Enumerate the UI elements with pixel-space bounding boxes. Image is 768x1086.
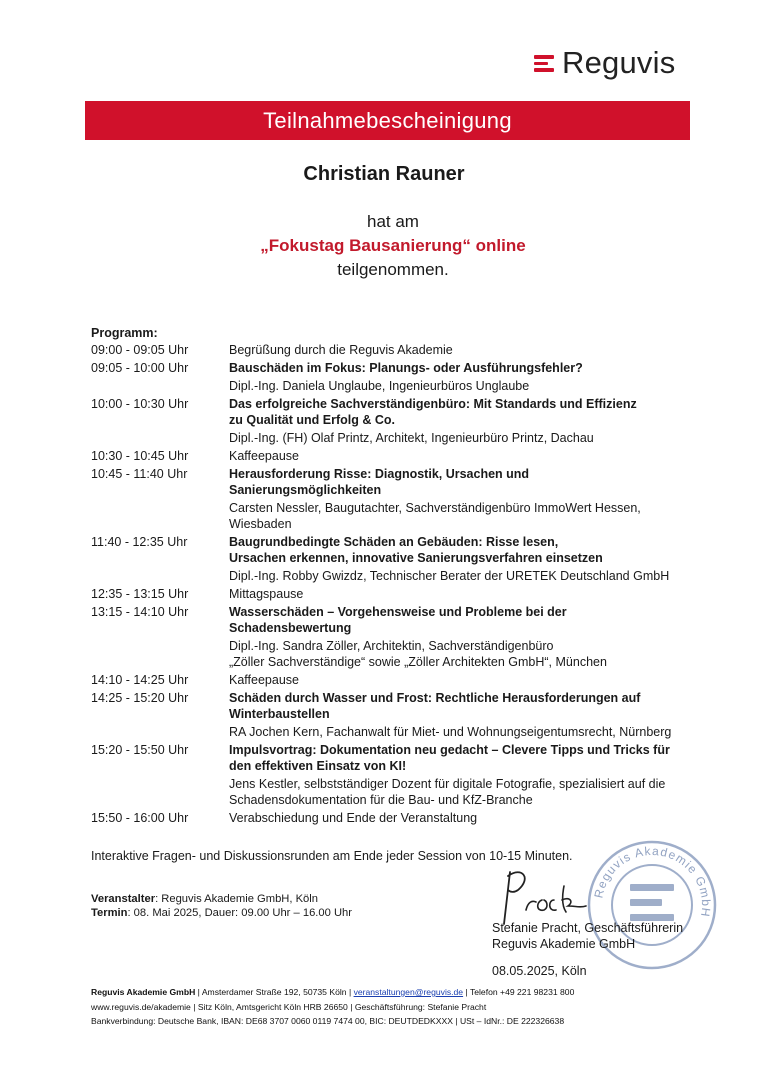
session-speaker: Dipl.-Ing. Robby Gwizdz, Technischer Berater der URETEK Deutschland GmbH	[229, 569, 670, 583]
signatory	[492, 920, 683, 952]
program-row	[91, 810, 711, 826]
session-title: Bauschäden im Fokus: Planungs- oder Ausführungsfehler?	[229, 361, 583, 375]
session-title: Herausforderung Risse: Diagnostik, Ursachen und Sanierungsmöglichkeiten	[229, 467, 530, 497]
footer-phone: | Telefon +49 221 98231 800	[463, 987, 575, 997]
program-time: 09:05 - 10:00 Uhr	[91, 361, 189, 375]
footer-company: Reguvis Akademie GmbH	[91, 987, 196, 997]
organizer-value: : Reguvis Akademie GmbH, Köln	[155, 893, 318, 905]
program-time: 10:45 - 11:40 Uhr	[91, 467, 188, 481]
program-time: 10:00 - 10:30 Uhr	[91, 397, 189, 411]
event-title: „Fokustag Bausanierung“ online	[260, 236, 526, 255]
stamp-logo-icon	[630, 884, 674, 921]
session-label: Verabschiedung und Ende der Veranstaltung	[229, 811, 478, 825]
program-row	[91, 342, 711, 358]
program-row	[91, 742, 711, 808]
organizer-label: Veranstalter	[91, 893, 156, 905]
program-content	[229, 586, 711, 602]
footer-email-link[interactable]: veranstaltungen@reguvis.de	[353, 987, 464, 997]
date-value: : 08. Mai 2025, Dauer: 09.00 Uhr – 16.00 Uhr	[127, 907, 352, 919]
signatory-name: Stefanie Pracht, Geschäftsführerin	[492, 921, 684, 935]
program-time: 14:10 - 14:25 Uhr	[91, 673, 189, 687]
program-time: 09:00 - 09:05 Uhr	[91, 343, 189, 357]
session-title: Impulsvortrag: Dokumentation neu gedacht – Clevere Tipps und Tricks für den effektiven Einsatz von KI!	[229, 743, 670, 773]
program-content	[229, 396, 711, 446]
program-content	[229, 342, 711, 358]
program-row	[91, 448, 711, 464]
program-time: 12:35 - 13:15 Uhr	[91, 587, 189, 601]
program-time: 13:15 - 14:10 Uhr	[91, 605, 189, 619]
session-speaker: Dipl.-Ing. Sandra Zöller, Architektin, Sachverständigenbüro „Zöller Sachverständige“ sowie „Zöller Architekten GmbH“, München	[229, 639, 607, 669]
session-label: Kaffeepause	[229, 449, 299, 463]
program-content	[229, 810, 711, 826]
session-speaker: Dipl.-Ing. Daniela Unglaube, Ingenieurbüros Unglaube	[229, 379, 530, 393]
organizer-block	[91, 892, 352, 920]
program-time: 10:30 - 10:45 Uhr	[91, 449, 189, 463]
session-label: Kaffeepause	[229, 673, 299, 687]
program-time: 11:40 - 12:35 Uhr	[91, 535, 188, 549]
session-title: Das erfolgreiche Sachverständigenbüro: Mit Standards und Effizienz zu Qualität und Erfolg & Co.	[229, 397, 637, 427]
program-row	[91, 466, 711, 532]
program-heading: Programm:	[91, 326, 158, 340]
program-time: 15:50 - 16:00 Uhr	[91, 811, 189, 825]
footer	[91, 985, 574, 1029]
program-row	[91, 534, 711, 584]
session-speaker: RA Jochen Kern, Fachanwalt für Miet- und Wohnungseigentumsrecht, Nürnberg	[229, 725, 672, 739]
session-title: Wasserschäden – Vorgehensweise und Probleme bei der Schadensbewertung	[229, 605, 567, 635]
program-time: 14:25 - 15:20 Uhr	[91, 691, 189, 705]
intro-line-1: hat am	[367, 212, 419, 231]
program-row	[91, 396, 711, 446]
session-speaker: Carsten Nessler, Baugutachter, Sachverständigenbüro ImmoWert Hessen, Wiesbaden	[229, 501, 641, 531]
logo-text: Reguvis	[562, 45, 676, 80]
session-title: Schäden durch Wasser und Frost: Rechtliche Herausforderungen auf Winterbaustellen	[229, 691, 641, 721]
certificate-title-banner: Teilnahmebescheinigung	[85, 101, 690, 140]
program-content	[229, 604, 711, 670]
program-table	[91, 342, 711, 828]
svg-text:Reguvis Akademie GmbH	[591, 844, 713, 919]
footer-line-2: www.reguvis.de/akademie | Sitz Köln, Amtsgericht Köln HRB 26650 | Geschäftsführung: Stefanie Pracht	[91, 1001, 487, 1012]
program-row	[91, 690, 711, 740]
program-content	[229, 690, 711, 740]
session-title: Baugrundbedingte Schäden an Gebäuden: Risse lesen, Ursachen erkennen, innovative Sanierungsverfahren einsetzen	[229, 535, 603, 565]
date-label: Termin	[91, 907, 128, 919]
session-label: Mittagspause	[229, 587, 304, 601]
footer-address: | Amsterdamer Straße 192, 50735 Köln |	[195, 987, 354, 997]
signatory-company: Reguvis Akademie GmbH	[492, 937, 636, 951]
reguvis-logo-icon	[534, 52, 556, 74]
program-row	[91, 360, 711, 394]
session-speaker: Dipl.-Ing. (FH) Olaf Printz, Architekt, Ingenieurbüro Printz, Dachau	[229, 431, 594, 445]
program-content	[229, 360, 711, 394]
session-speaker: Jens Kestler, selbstständiger Dozent für digitale Fotografie, spezialisiert auf die Schadensdokumentation für die Bau- und KfZ-Branche	[229, 777, 666, 807]
intro-line-3: teilgenommen.	[337, 260, 449, 279]
stamp-text: Reguvis Akademie GmbH	[591, 843, 714, 919]
session-label: Begrüßung durch die Reguvis Akademie	[229, 343, 453, 357]
signature-date: 08.05.2025, Köln	[492, 964, 587, 978]
program-content	[229, 672, 711, 688]
program-row	[91, 604, 711, 670]
program-time: 15:20 - 15:50 Uhr	[91, 743, 189, 757]
program-content	[229, 466, 711, 532]
footer-line-3: Bankverbindung: Deutsche Bank, IBAN: DE68 3707 0060 0119 7474 00, BIC: DEUTDEDKXXX | USt – IdNr.: DE 222326638	[91, 1016, 565, 1026]
program-note: Interaktive Fragen- und Diskussionsrunden am Ende jeder Session von 10-15 Minuten.	[91, 849, 573, 863]
program-content	[229, 742, 711, 808]
reguvis-logo	[534, 44, 675, 82]
program-row	[91, 672, 711, 688]
program-content	[229, 534, 711, 584]
program-row	[91, 586, 711, 602]
participant-name: Christian Rauner	[303, 163, 465, 185]
program-content	[229, 448, 711, 464]
